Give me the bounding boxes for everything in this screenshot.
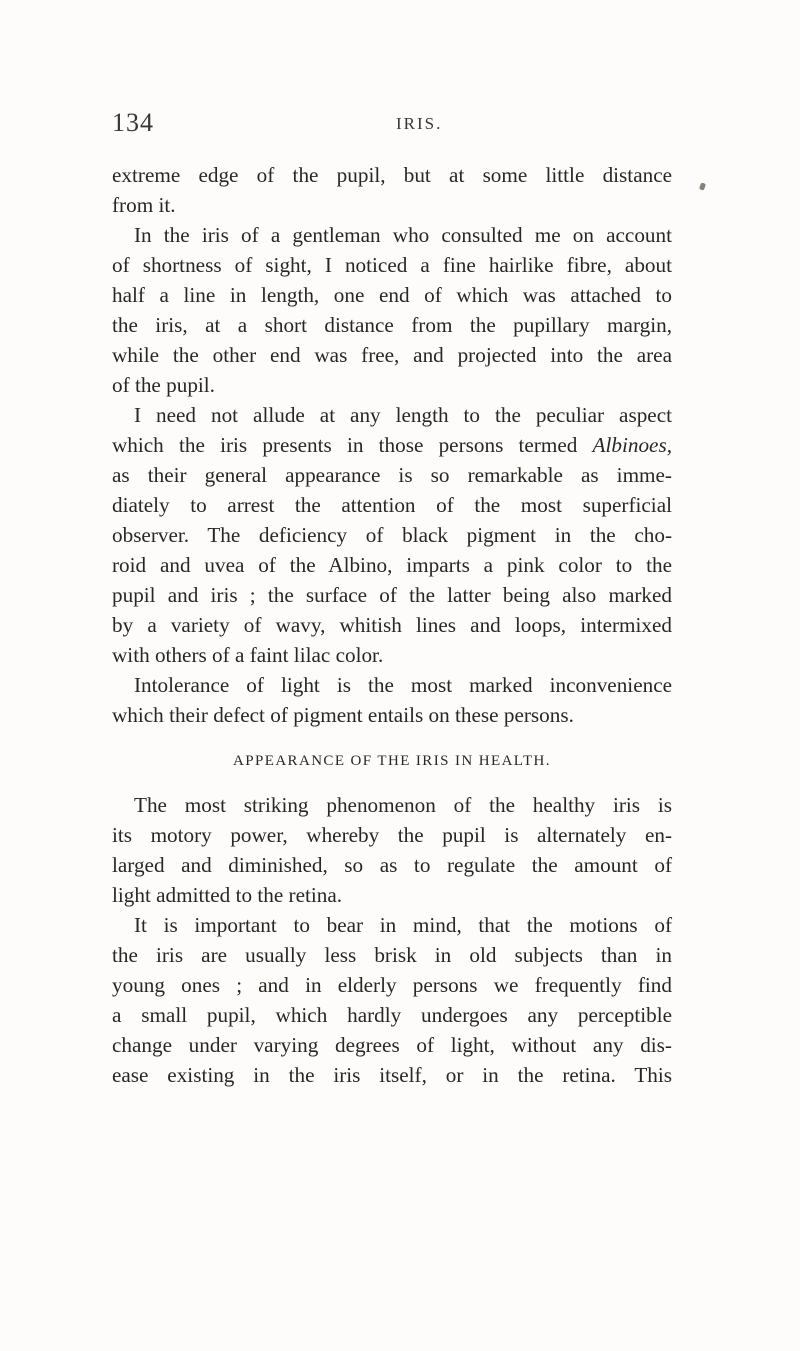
- paragraph-hairlike-fibre: [112, 220, 672, 400]
- text-line: by a variety of wavy, whitish lines and loops, intermixed: [112, 613, 672, 637]
- italic-term-albinoes: Albinoes: [592, 433, 667, 457]
- paragraph-intolerance: [112, 670, 672, 730]
- text-line: its motory power, whereby the pupil is alternately en-: [112, 823, 672, 847]
- text-line: observer. The deficiency of black pigment in the cho-: [112, 523, 672, 547]
- text-line-with-italic: [112, 430, 672, 460]
- text-line: Intolerance of light is the most marked inconvenience: [134, 673, 672, 697]
- text-line: which their defect of pigment entails on these persons.: [112, 703, 574, 727]
- text-line: extreme edge of the pupil, but at some little distance: [112, 163, 672, 187]
- running-title: IRIS.: [396, 114, 443, 133]
- running-head: [112, 108, 672, 148]
- section-heading: APPEARANCE OF THE IRIS IN HEALTH.: [233, 753, 551, 769]
- text-fragment: which the iris presents in those persons termed: [112, 433, 593, 457]
- text-line: with others of a faint lilac color.: [112, 643, 384, 667]
- text-line: ease existing in the iris itself, or in the retina. This: [112, 1063, 672, 1087]
- text-line: It is important to bear in mind, that the motions of: [134, 913, 672, 937]
- text-line: while the other end was free, and projected into the area: [112, 343, 672, 367]
- text-line: of shortness of sight, I noticed a fine hairlike fibre, about: [112, 253, 672, 277]
- text-line: diately to arrest the attention of the most superficial: [112, 493, 672, 517]
- body-text: [112, 160, 672, 1090]
- paragraph-motory-power: [112, 790, 672, 910]
- paragraph-continuation: [112, 160, 672, 220]
- text-line: I need not allude at any length to the peculiar aspect: [134, 403, 672, 427]
- paragraph-elderly-pupil: [112, 910, 672, 1090]
- text-line: change under varying degrees of light, without any dis-: [112, 1033, 672, 1057]
- text-line: as their general appearance is so remarkable as imme-: [112, 463, 672, 487]
- page-number: 134: [112, 108, 154, 137]
- text-line: half a line in length, one end of which was attached to: [112, 283, 672, 307]
- text-line: the iris, at a short distance from the pupillary margin,: [112, 313, 672, 337]
- ink-speck: [699, 182, 706, 190]
- text-line: from it.: [112, 193, 176, 217]
- text-line: light admitted to the retina.: [112, 883, 343, 907]
- text-line: a small pupil, which hardly undergoes any perceptible: [112, 1003, 672, 1027]
- text-line: of the pupil.: [112, 373, 215, 397]
- text-fragment: ,: [666, 433, 672, 457]
- paragraph-albinoes: [112, 400, 672, 670]
- text-line: The most striking phenomenon of the healthy iris is: [134, 793, 672, 817]
- text-line: young ones ; and in elderly persons we frequently find: [112, 973, 672, 997]
- text-line: roid and uvea of the Albino, imparts a pink color to the: [112, 553, 672, 577]
- text-line: pupil and iris ; the surface of the latter being also marked: [112, 583, 672, 607]
- text-line: In the iris of a gentleman who consulted me on account: [134, 223, 672, 247]
- text-line: the iris are usually less brisk in old subjects than in: [112, 943, 672, 967]
- text-line: larged and diminished, so as to regulate the amount of: [112, 853, 672, 877]
